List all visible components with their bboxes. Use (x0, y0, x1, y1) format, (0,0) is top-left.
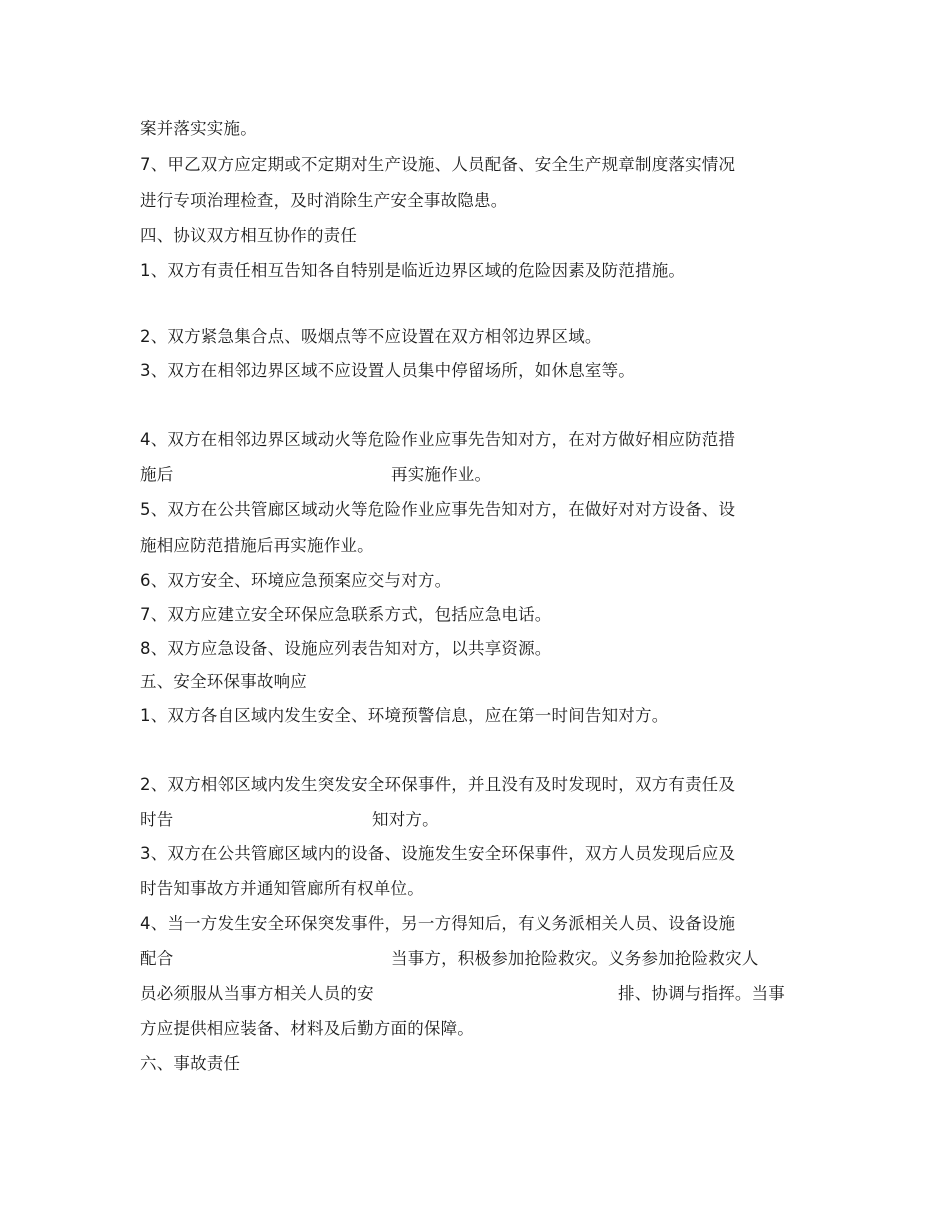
text-line: 时告知事故方并通知管廊所有权单位。 (140, 879, 424, 898)
text-segment: 施后 (140, 465, 174, 484)
text-line: 案并落实实施。 (140, 119, 257, 138)
text-segment: 时告 (140, 810, 174, 829)
text-line: 进行专项治理检查，及时消除生产安全事故隐患。 (140, 191, 508, 210)
text-segment: 员必须服从当事方相关人员的安 (140, 984, 374, 1003)
text-segment: 当事方，积极参加抢险救灾。义务参加抢险救灾人 (391, 949, 759, 968)
text-line: 3、双方在公共管廊区域内的设备、设施发生安全环保事件，双方人员发现后应及 (140, 844, 736, 863)
text-line: 4、双方在相邻边界区域动火等危险作业应事先告知对方，在对方做好相应防范措 (140, 430, 736, 449)
section-heading: 六、事故责任 (140, 1054, 241, 1073)
section-heading: 五、安全环保事故响应 (140, 672, 307, 691)
text-line: 2、双方相邻区域内发生突发安全环保事件，并且没有及时发现时，双方有责任及 (140, 775, 736, 794)
text-line: 7、双方应建立安全环保应急联系方式，包括应急电话。 (140, 605, 552, 624)
text-line: 1、双方有责任相互告知各自特别是临近边界区域的危险因素及防范措施。 (140, 261, 686, 280)
text-line: 3、双方在相邻边界区域不应设置人员集中停留场所，如休息室等。 (140, 361, 635, 380)
text-line: 4、当一方发生安全环保突发事件，另一方得知后，有义务派相关人员、设备设施 (140, 914, 736, 933)
text-segment: 再实施作业。 (391, 465, 492, 484)
text-line-split (140, 805, 820, 835)
text-line: 2、双方紧急集合点、吸烟点等不应设置在双方相邻边界区域。 (140, 327, 602, 346)
text-segment: 知对方。 (372, 810, 439, 829)
text-line: 5、双方在公共管廊区域动火等危险作业应事先告知对方，在做好对对方设备、设 (140, 500, 736, 519)
text-line-split (140, 944, 820, 974)
text-line: 方应提供相应装备、材料及后勤方面的保障。 (140, 1019, 474, 1038)
section-heading: 四、协议双方相互协作的责任 (140, 226, 358, 245)
text-line: 施相应防范措施后再实施作业。 (140, 536, 374, 555)
text-segment: 排、协调与指挥。当事 (618, 984, 785, 1003)
text-line-split (140, 979, 820, 1009)
text-line-split (140, 460, 820, 490)
text-segment: 配合 (140, 949, 174, 968)
text-line: 1、双方各自区域内发生安全、环境预警信息，应在第一时间告知对方。 (140, 706, 669, 725)
text-line: 6、双方安全、环境应急预案应交与对方。 (140, 571, 452, 590)
text-line: 7、甲乙双方应定期或不定期对生产设施、人员配备、安全生产规章制度落实情况 (140, 155, 736, 174)
text-line: 8、双方应急设备、设施应列表告知对方，以共享资源。 (140, 639, 552, 658)
